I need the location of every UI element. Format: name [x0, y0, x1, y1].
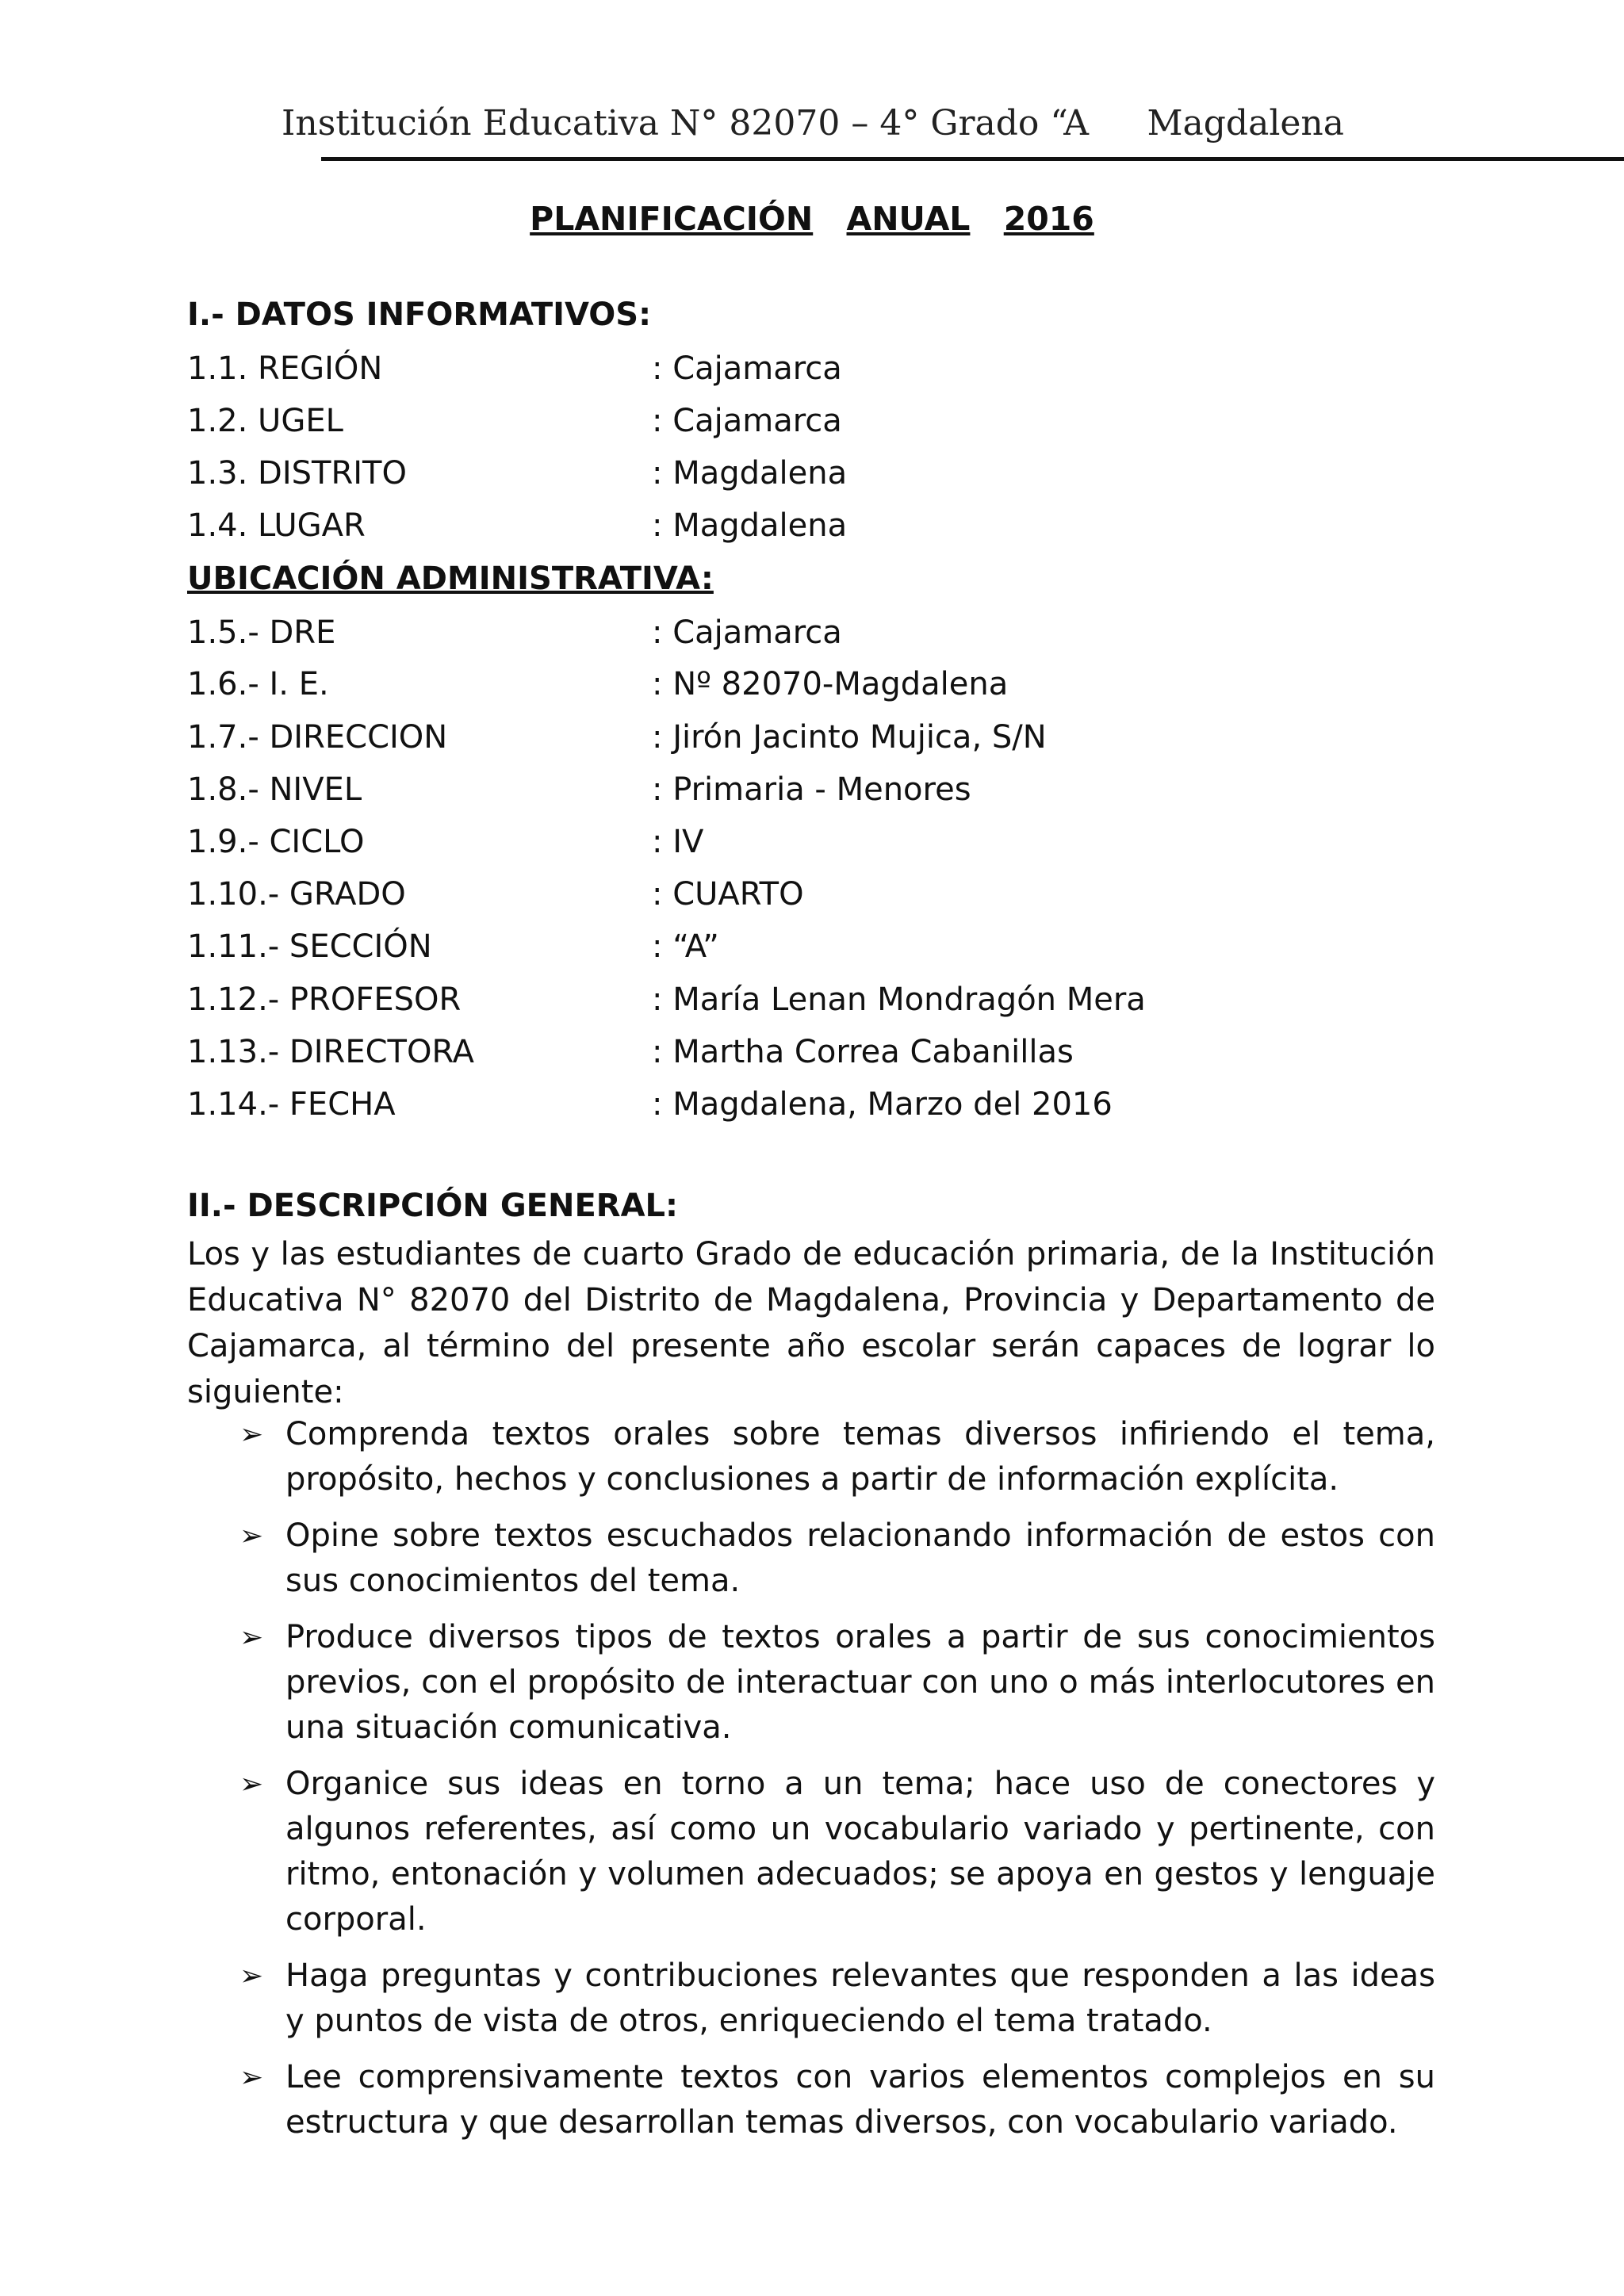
info-label: 1.3. DISTRITO: [187, 455, 407, 492]
info-value: : Nº 82070-Magdalena: [652, 666, 1009, 702]
objectives-list: [187, 1412, 1435, 2156]
info-value: : Cajamarca: [652, 614, 842, 651]
header-place: Magdalena: [1147, 103, 1344, 144]
info-value: : IV: [652, 824, 704, 860]
info-label: 1.5.- DRE: [187, 614, 336, 651]
list-item-text: Comprenda textos orales sobre temas diversos infiriendo el tema, propósito, hechos y conclusiones a partir de información explícita.: [285, 1416, 1435, 1498]
title-word-year: 2016: [1003, 200, 1094, 238]
info-label: 1.2. UGEL: [187, 403, 343, 439]
arrow-bullet-icon: ➢: [239, 1768, 264, 1800]
arrow-bullet-icon: ➢: [239, 2061, 264, 2094]
list-item: [187, 1615, 1435, 1751]
arrow-bullet-icon: ➢: [239, 1960, 264, 1992]
list-item: [187, 1513, 1435, 1604]
info-value: : “A”: [652, 928, 719, 965]
section-1-heading: I.- DATOS INFORMATIVOS:: [187, 297, 652, 333]
info-value: : Martha Correa Cabanillas: [652, 1034, 1074, 1070]
document-title: [0, 200, 1624, 238]
info-value: : Primaria - Menores: [652, 771, 971, 808]
list-item-text: Produce diversos tipos de textos orales a partir de sus conocimientos previos, con el propósito de interactuar con uno o más interlocutores en una situación comunicativa.: [285, 1619, 1435, 1746]
list-item: [187, 1412, 1435, 1502]
info-value: : Cajamarca: [652, 403, 842, 439]
info-label: 1.9.- CICLO: [187, 824, 365, 860]
info-value: : Magdalena: [652, 507, 848, 544]
admin-subheading: UBICACIÓN ADMINISTRATIVA:: [187, 561, 714, 597]
arrow-bullet-icon: ➢: [239, 1520, 264, 1552]
list-item-text: Organice sus ideas en torno a un tema; hace uso de conectores y algunos referentes, así como un vocabulario variado y pertinente, con ritmo, entonación y volumen adecuados; se apoya en gestos y lenguaje corporal.: [285, 1766, 1435, 1938]
list-item-text: Opine sobre textos escuchados relacionando información de estos con sus conocimientos del tema.: [285, 1517, 1435, 1599]
header-rule: [321, 157, 1624, 161]
info-label: 1.10.- GRADO: [187, 876, 406, 913]
info-value: : Magdalena: [652, 455, 848, 492]
title-word-anual: ANUAL: [846, 200, 971, 238]
info-label: 1.12.- PROFESOR: [187, 982, 462, 1018]
list-item: [187, 2055, 1435, 2145]
info-label: 1.1. REGIÓN: [187, 350, 383, 387]
info-value: : Jirón Jacinto Mujica, S/N: [652, 719, 1047, 756]
arrow-bullet-icon: ➢: [239, 1418, 264, 1451]
info-value: : CUARTO: [652, 876, 804, 913]
header-institution: Institución Educativa N° 82070 – 4° Grado “A: [282, 103, 1089, 144]
info-label: 1.11.- SECCIÓN: [187, 928, 432, 965]
list-item-text: Haga preguntas y contribuciones relevantes que responden a las ideas y puntos de vista de otros, enriqueciendo el tema tratado.: [285, 1957, 1435, 2039]
list-item: [187, 1762, 1435, 1942]
info-value: : María Lenan Mondragón Mera: [652, 982, 1146, 1018]
description-paragraph: Los y las estudiantes de cuarto Grado de educación primaria, de la Institución Educativa N° 82070 del Distrito de Magdalena, Provincia y Departamento de Cajamarca, al término del presente año escolar serán capaces de lograr lo siguiente:: [187, 1236, 1435, 1410]
info-value: : Magdalena, Marzo del 2016: [652, 1086, 1113, 1123]
list-item-text: Lee comprensivamente textos con varios elementos complejos en su estructura y que desarrollan temas diversos, con vocabulario variado.: [285, 2059, 1435, 2141]
page-header: [282, 103, 1344, 144]
title-word-planificacion: PLANIFICACIÓN: [530, 200, 814, 238]
section-2-heading: II.- DESCRIPCIÓN GENERAL:: [187, 1188, 679, 1224]
info-label: 1.4. LUGAR: [187, 507, 366, 544]
list-item: [187, 1954, 1435, 2044]
info-value: : Cajamarca: [652, 350, 842, 387]
info-label: 1.8.- NIVEL: [187, 771, 362, 808]
info-label: 1.14.- FECHA: [187, 1086, 396, 1123]
arrow-bullet-icon: ➢: [239, 1621, 264, 1654]
info-label: 1.13.- DIRECTORA: [187, 1034, 474, 1070]
info-label: 1.7.- DIRECCION: [187, 719, 448, 756]
info-label: 1.6.- I. E.: [187, 666, 329, 702]
